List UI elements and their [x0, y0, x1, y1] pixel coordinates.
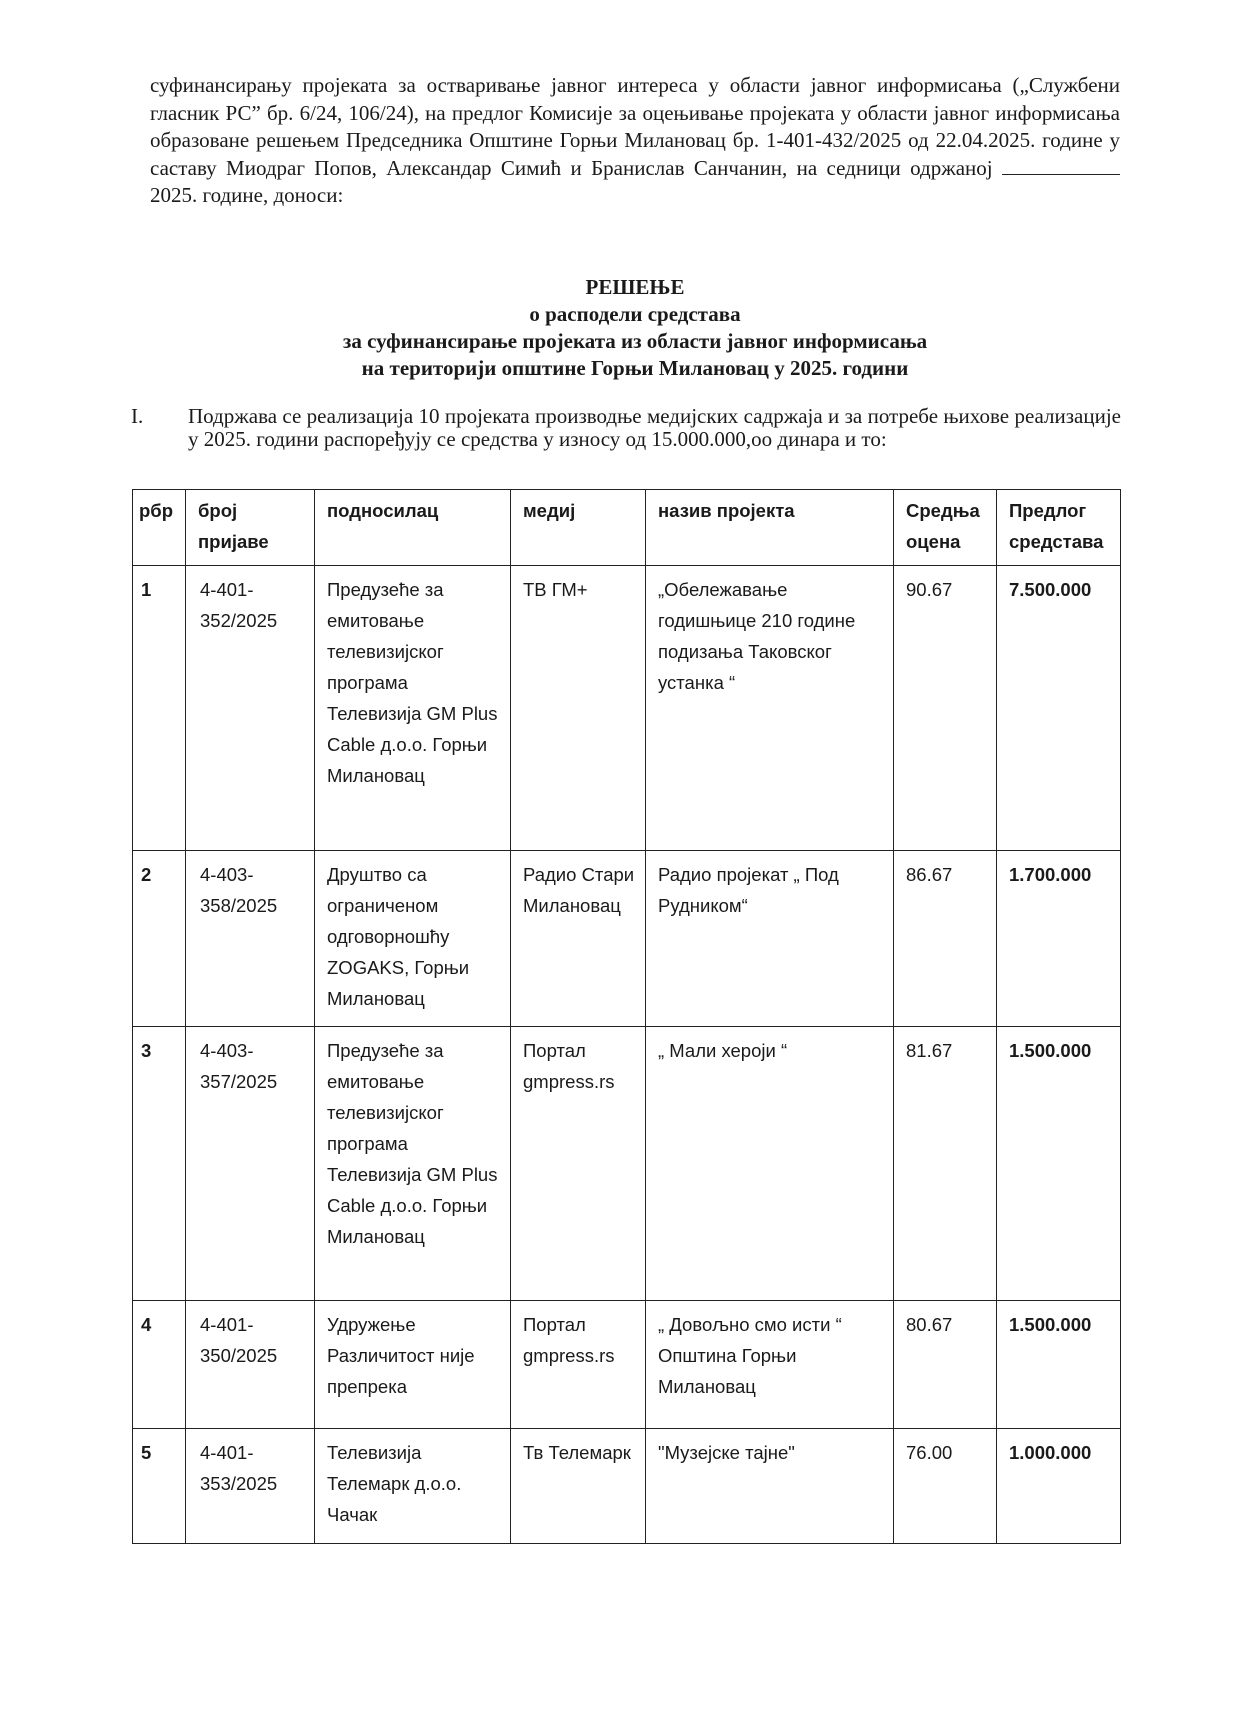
cell-podnosilac: Телевизија Телемарк д.о.о. Чачак: [315, 1429, 511, 1544]
cell-broj: 4-403-357/2025: [186, 1027, 315, 1301]
cell-medij: Портал gmpress.rs: [511, 1301, 646, 1429]
cell-naziv: „ Мали хероји “: [646, 1027, 894, 1301]
intro-text: суфинансирању пројеката за остваривање јавног интереса у области јавног информисања („Службени гласник РС” бр. 6/24, 106/24), на предлог Комисије за оцењивање пројеката у области јавног информисања образоване решењем Председника Општине Горњи Милановац бр. 1-401-432/2025 од 22.04.2025. године у саставу Миодраг Попов, Александар Симић и Бранислав Санчанин, на седници одржаној: [150, 73, 1120, 180]
cell-rbr: 2: [133, 851, 186, 1027]
cell-naziv: „Обележавање годишњице 210 године подизања Таковског устанка “: [646, 566, 894, 851]
cell-naziv: Радио пројекат „ Под Рудником“: [646, 851, 894, 1027]
cell-rbr: 1: [133, 566, 186, 851]
cell-broj: 4-401-352/2025: [186, 566, 315, 851]
date-blank-line: [1002, 160, 1120, 175]
cell-rbr: 5: [133, 1429, 186, 1544]
cell-broj: 4-403-358/2025: [186, 851, 315, 1027]
table-row: [133, 1429, 1121, 1544]
cell-broj: 4-401-353/2025: [186, 1429, 315, 1544]
section-text: Подржава се реализација 10 пројеката производње медијских садржаја и за потребе њихове реализације у 2025. години распоређују се средства у износу од 15.000.000,оо динара и то:: [188, 404, 1121, 451]
cell-ocena: 86.67: [894, 851, 997, 1027]
cell-medij: Тв Телемарк: [511, 1429, 646, 1544]
cell-ocena: 76.00: [894, 1429, 997, 1544]
cell-broj: 4-401-350/2025: [186, 1301, 315, 1429]
title-line-3: за суфинансирање пројеката из области јавног информисања: [342, 329, 928, 353]
header-podnosilac: подносилац: [315, 490, 511, 566]
title-line-4: на територији општине Горњи Милановац у 2025. години: [361, 356, 909, 380]
cell-podnosilac: Удружење Различитост није препрека: [315, 1301, 511, 1429]
title-line-2: о расподели средстава: [529, 302, 741, 326]
cell-medij: ТВ ГМ+: [511, 566, 646, 851]
cell-rbr: 3: [133, 1027, 186, 1301]
cell-podnosilac: Друштво са ограниченом одговорношћу ZOGAKS, Горњи Милановац: [315, 851, 511, 1027]
section-number: I.: [131, 404, 144, 428]
cell-predlog: 1.500.000: [997, 1027, 1121, 1301]
header-naziv: назив пројекта: [646, 490, 894, 566]
cell-medij: Радио Стари Милановац: [511, 851, 646, 1027]
cell-predlog: 1.000.000: [997, 1429, 1121, 1544]
cell-ocena: 81.67: [894, 1027, 997, 1301]
cell-naziv: "Музејске тајне": [646, 1429, 894, 1544]
cell-predlog: 1.700.000: [997, 851, 1121, 1027]
table-header-row: [133, 490, 1121, 566]
cell-podnosilac: Предузеће за емитовање телевизијског програма Телевизија GM Plus Cable д.о.о. Горњи Милановац: [315, 566, 511, 851]
cell-naziv: „ Довољно смо исти “ Општина Горњи Милановац: [646, 1301, 894, 1429]
table-row: [133, 1027, 1121, 1301]
header-rbr: рбр: [133, 490, 186, 566]
table-row: [133, 1301, 1121, 1429]
decision-title: [150, 274, 1120, 382]
cell-predlog: 7.500.000: [997, 566, 1121, 851]
table-row: [133, 851, 1121, 1027]
header-ocena: Средња оцена: [894, 490, 997, 566]
table-row: [133, 566, 1121, 851]
cell-rbr: 4: [133, 1301, 186, 1429]
cell-ocena: 90.67: [894, 566, 997, 851]
cell-medij: Портал gmpress.rs: [511, 1027, 646, 1301]
intro-paragraph: [150, 72, 1120, 210]
header-predlog: Предлог средстава: [997, 490, 1121, 566]
title-line-1: РЕШЕЊЕ: [585, 275, 685, 299]
cell-ocena: 80.67: [894, 1301, 997, 1429]
cell-predlog: 1.500.000: [997, 1301, 1121, 1429]
header-broj: број пријаве: [186, 490, 315, 566]
header-medij: медиј: [511, 490, 646, 566]
projects-table: [132, 489, 1121, 1544]
intro-text-end: 2025. године, доноси:: [150, 183, 344, 207]
cell-podnosilac: Предузеће за емитовање телевизијског програма Телевизија GM Plus Cable д.о.о. Горњи Милановац: [315, 1027, 511, 1301]
